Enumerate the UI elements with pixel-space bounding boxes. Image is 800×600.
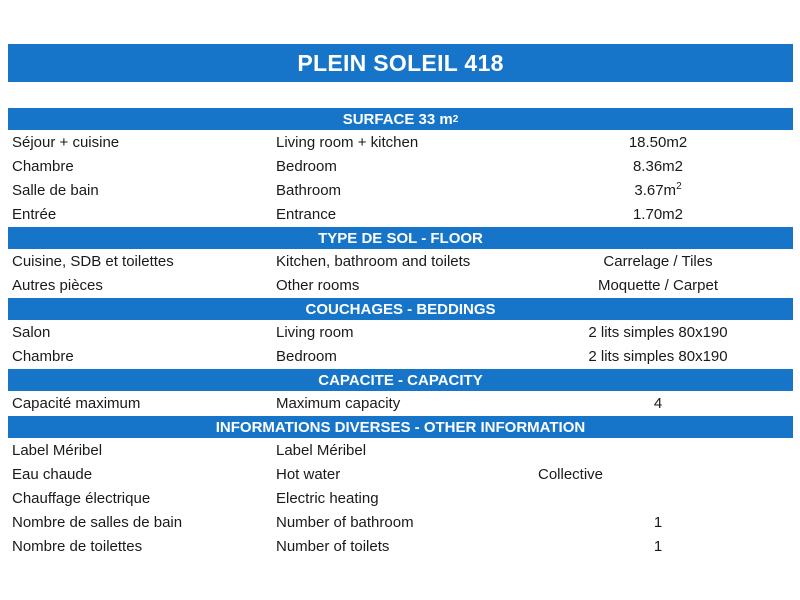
row-value: 1 [653,513,663,531]
row-value [523,133,793,151]
row-label-en: Living room [276,323,354,341]
table-row [8,486,793,510]
row-label-en: Number of bathroom [276,513,414,531]
row-label-en: Hot water [276,465,341,483]
section-header-surface [8,107,793,130]
row-label-fr: Chambre [12,157,74,175]
row-label-en: Electric heating [276,489,379,507]
row-label-en: Label Méribel [276,441,367,459]
row-label-fr: Salon [12,323,51,341]
row-label-fr: Autres pièces [12,276,103,294]
row-value-sup: 2 [676,181,682,192]
row-label-fr: Nombre de toilettes [12,537,143,555]
row-value [523,181,793,199]
row-value: Moquette / Carpet [597,276,719,294]
row-value: 2 lits simples 80x190 [588,323,728,341]
row-label-fr: Séjour + cuisine [12,133,120,151]
row-label-fr: Cuisine, SDB et toilettes [12,252,174,270]
row-value-text: 3.67m [634,182,677,199]
section-header-other: INFORMATIONS DIVERSES - OTHER INFORMATION [8,415,793,438]
row-label-en: Entrance [276,205,337,223]
table-row [8,202,793,226]
row-value [523,157,793,175]
table-row [8,178,793,202]
row-value: 4 [653,394,663,412]
table-row [8,438,793,462]
row-label-en: Bedroom [276,347,337,365]
row-label-en: Other rooms [276,276,360,294]
row-label-en: Number of toilets [276,537,390,555]
surface-header-sup: 2 [452,113,459,125]
table-row [8,344,793,368]
row-label-fr: Eau chaude [12,465,93,483]
row-label-en: Bathroom [276,181,342,199]
table-row [8,154,793,178]
table-row [8,462,793,486]
table-row [8,130,793,154]
page-title: PLEIN SOLEIL 418 [8,44,793,82]
row-label-en: Maximum capacity [276,394,401,412]
table-row [8,273,793,297]
section-header-capacity: CAPACITE - CAPACITY [8,368,793,391]
row-value-text: 8.36m2 [632,158,684,175]
surface-header-label: SURFACE 33 m [342,110,453,128]
row-label-fr: Chambre [12,347,74,365]
row-label-fr: Salle de bain [12,181,99,199]
row-value: Carrelage / Tiles [603,252,713,270]
row-label-fr: Label Méribel [12,441,103,459]
row-label-fr: Capacité maximum [12,394,141,412]
row-label-en: Bedroom [276,157,337,175]
table-row [8,249,793,273]
table-row [8,510,793,534]
row-value: 1 [653,537,663,555]
row-value [523,205,793,223]
row-label-fr: Nombre de salles de bain [12,513,183,531]
section-header-beddings: COUCHAGES - BEDDINGS [8,297,793,320]
table-row [8,534,793,558]
row-label-en: Living room + kitchen [276,133,419,151]
table-row [8,320,793,344]
row-value-text: 18.50m2 [628,134,688,151]
row-value: Collective [538,465,604,483]
row-label-fr: Entrée [12,205,57,223]
spacer [8,82,793,107]
property-sheet [8,44,793,558]
row-label-fr: Chauffage électrique [12,489,151,507]
row-value-text: 1.70m2 [632,206,684,223]
table-row [8,391,793,415]
section-header-floor: TYPE DE SOL - FLOOR [8,226,793,249]
row-value: 2 lits simples 80x190 [588,347,728,365]
row-label-en: Kitchen, bathroom and toilets [276,252,471,270]
